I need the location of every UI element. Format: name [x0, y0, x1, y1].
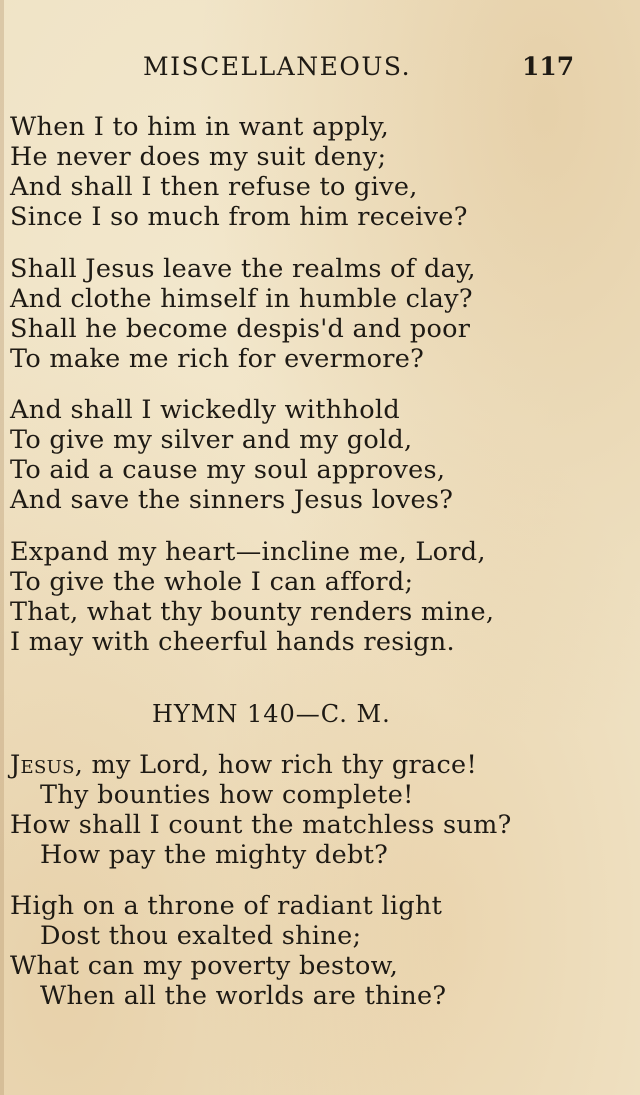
- verse-line-rest: , my Lord, how rich thy grace!: [74, 750, 477, 780]
- verse-line: Shall Jesus leave the realms of day,: [10, 254, 476, 284]
- verse-line: Dost thou exalted shine;: [40, 921, 362, 951]
- hymn-title: HYMN 140—C. M.: [152, 700, 391, 728]
- verse-line: When all the worlds are thine?: [40, 981, 447, 1011]
- stanza-4: [10, 537, 494, 657]
- verse-line: He never does my suit deny;: [10, 142, 387, 172]
- verse-line: High on a throne of radiant light: [10, 891, 443, 921]
- verse-line: To give the whole I can afford;: [10, 567, 414, 597]
- verse-line: And shall I wickedly withhold: [10, 395, 400, 425]
- page-number: 117: [522, 52, 575, 81]
- verse-line: How shall I count the matchless sum?: [10, 810, 512, 840]
- verse-line: Thy bounties how complete!: [40, 780, 414, 810]
- page-edge: [0, 0, 4, 1095]
- verse-line: Shall he become despis'd and poor: [10, 314, 471, 344]
- stanza-2: [10, 254, 476, 374]
- verse-line: That, what thy bounty renders mine,: [10, 597, 495, 627]
- verse-line: To aid a cause my soul approves,: [10, 455, 446, 485]
- verse-line: And shall I then refuse to give,: [10, 172, 418, 202]
- verse-line: To give my silver and my gold,: [10, 425, 413, 455]
- verse-line: When I to him in want apply,: [10, 112, 390, 142]
- verse-line: Since I so much from him receive?: [10, 202, 468, 232]
- hymn-stanza-1: [10, 750, 512, 870]
- running-title: MISCELLANEOUS.: [143, 52, 412, 81]
- verse-line: How pay the mighty debt?: [40, 840, 389, 870]
- hymn-stanza-2: [10, 891, 446, 1011]
- running-head: [0, 52, 640, 86]
- verse-line: And clothe himself in humble clay?: [10, 284, 473, 314]
- stanza-3: [10, 395, 453, 515]
- stanza-1: [10, 112, 468, 232]
- first-word: Jesus: [10, 750, 75, 780]
- verse-line: And save the sinners Jesus loves?: [10, 485, 454, 515]
- verse-line: What can my poverty bestow,: [10, 951, 399, 981]
- verse-line: Expand my heart—incline me, Lord,: [10, 537, 486, 567]
- verse-line: [10, 750, 512, 780]
- verse-line: To make me rich for evermore?: [10, 344, 425, 374]
- verse-line: I may with cheerful hands resign.: [10, 627, 455, 657]
